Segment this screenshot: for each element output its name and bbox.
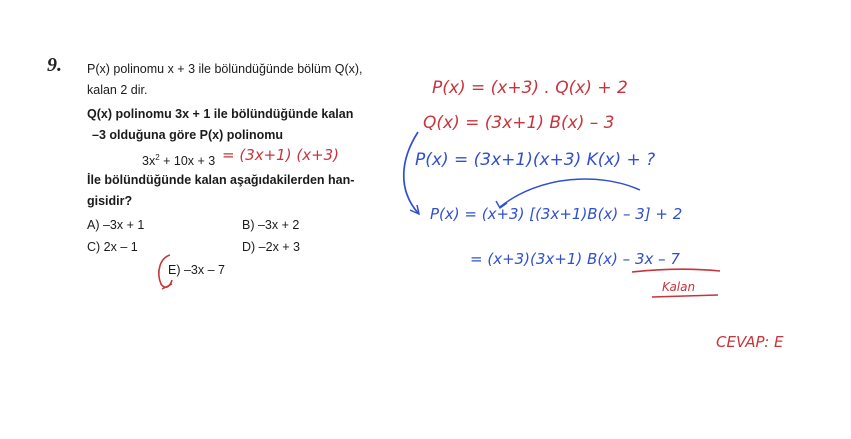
question-line-6: gisidir? bbox=[87, 194, 133, 208]
work-step-1: P(x) = (x+3) . Q(x) + 2 bbox=[432, 78, 628, 98]
work-step-5: = (x+3)(3x+1) B(x) – 3x – 7 bbox=[470, 250, 680, 268]
answer-label: CEVAP: E bbox=[716, 333, 784, 351]
option-e[interactable]: E) –3x – 7 bbox=[168, 263, 225, 277]
work-step-4-prefix: P(x) = (x+3) bbox=[430, 205, 525, 223]
work-substitution-arc bbox=[500, 179, 640, 207]
option-b[interactable]: B) –3x + 2 bbox=[242, 218, 300, 232]
work-step-2: Q(x) = (3x+1) B(x) – 3 bbox=[423, 113, 615, 133]
question-line-4: –3 olduğuna göre P(x) polinomu bbox=[92, 128, 283, 142]
remainder-underline bbox=[632, 269, 720, 272]
option-e-answer-circle bbox=[159, 255, 172, 287]
work-left-brace bbox=[404, 132, 418, 213]
remainder-label: Kalan bbox=[662, 280, 696, 294]
option-c[interactable]: C) 2x – 1 bbox=[87, 240, 138, 254]
work-step-4-bracket: [(3x+1)B(x) – 3] + 2 bbox=[529, 205, 683, 223]
work-step-3: P(x) = (3x+1)(x+3) K(x) + ? bbox=[415, 150, 656, 170]
formula-factor-annotation: = (3x+1) (x+3) bbox=[222, 146, 340, 164]
formula-exponent: 2 bbox=[155, 153, 160, 162]
question-line-2: kalan 2 dir. bbox=[87, 83, 148, 97]
formula-base: 3x bbox=[142, 154, 156, 168]
option-a[interactable]: A) –3x + 1 bbox=[87, 218, 145, 232]
question-line-5: İle bölündüğünde kalan aşağıdakilerden han- bbox=[87, 173, 355, 187]
kalan-underline bbox=[652, 295, 718, 297]
work-step-4 bbox=[430, 205, 682, 223]
formula-rest: + 10x + 3 bbox=[159, 154, 216, 168]
question-line-3: Q(x) polinomu 3x + 1 ile bölündüğünde kalan bbox=[87, 107, 354, 121]
option-d[interactable]: D) –2x + 3 bbox=[242, 240, 301, 254]
question-number: 9. bbox=[47, 54, 62, 76]
question-line-1: P(x) polinomu x + 3 ile bölündüğünde bölüm Q(x), bbox=[87, 62, 363, 76]
